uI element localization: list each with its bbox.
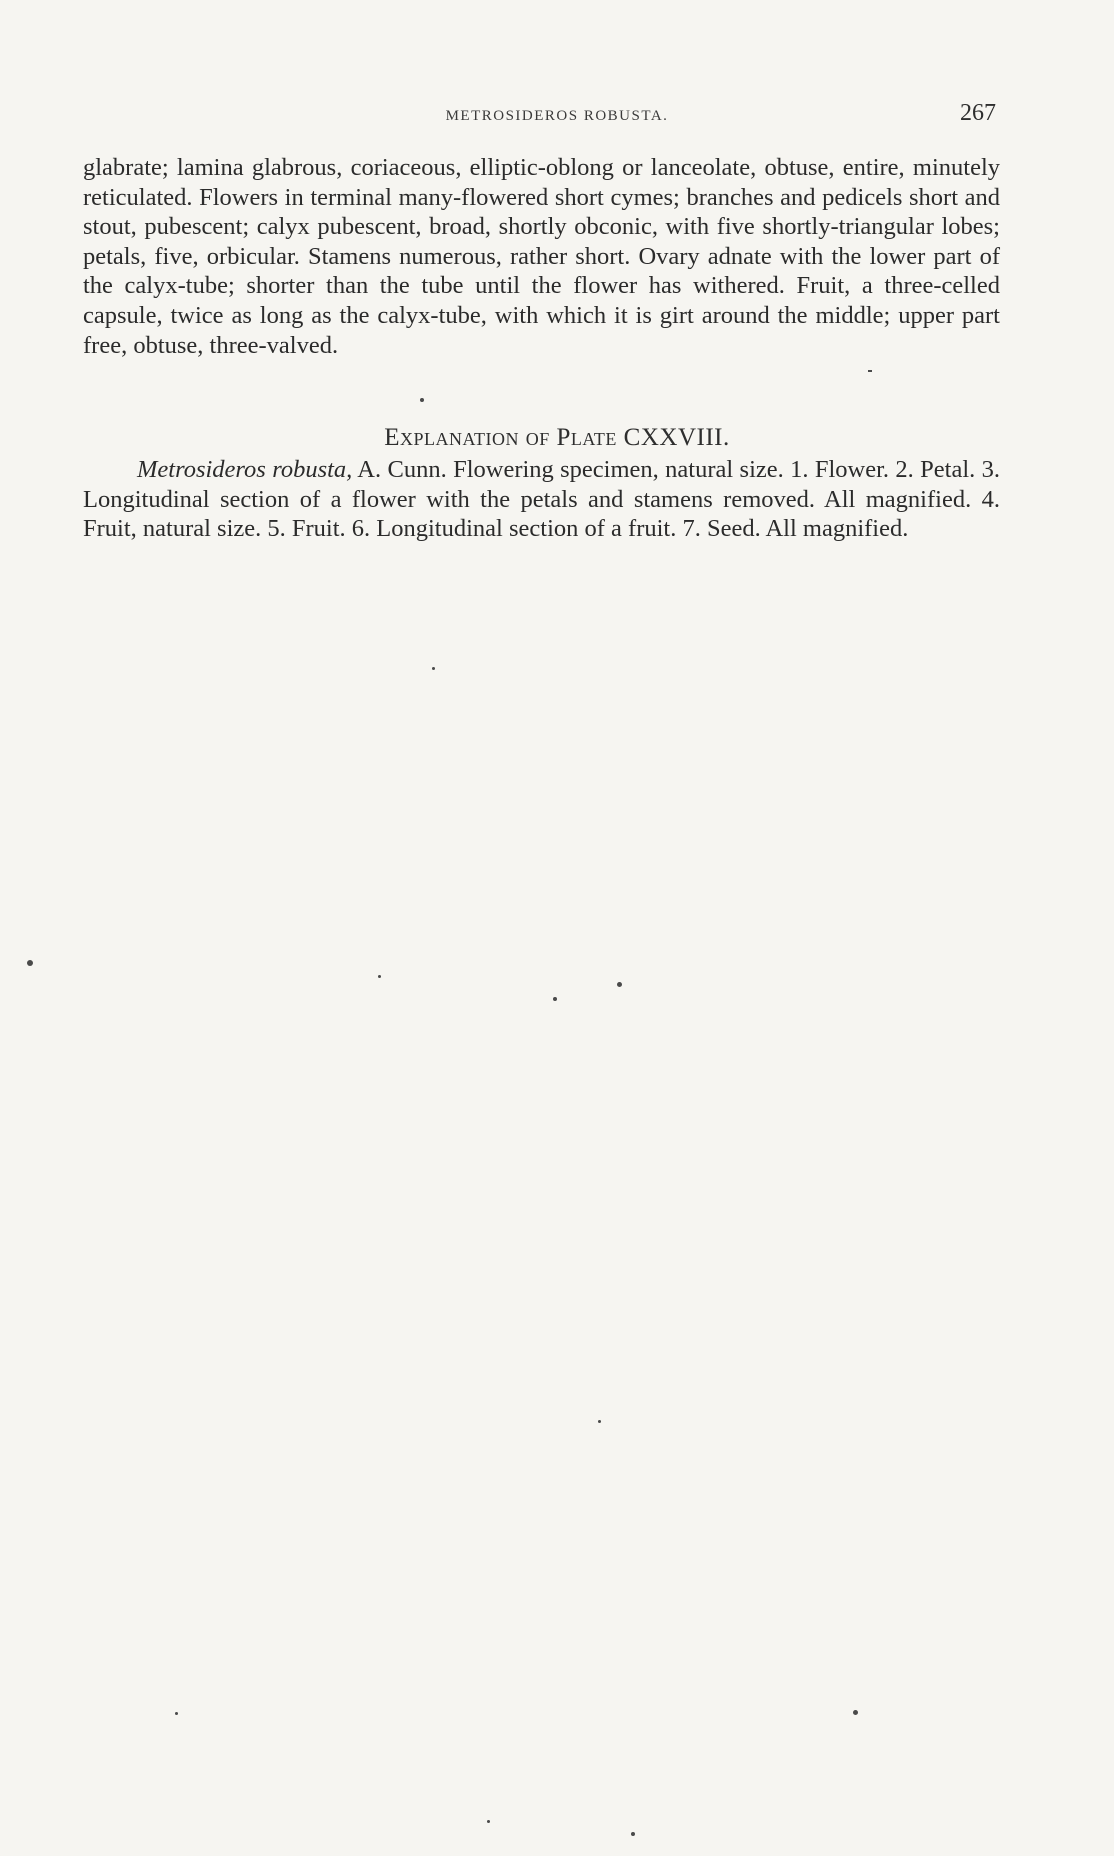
plate-explanation-paragraph xyxy=(83,455,1000,544)
scan-speck xyxy=(27,960,33,966)
scan-speck xyxy=(175,1712,178,1715)
scan-speck xyxy=(598,1420,601,1423)
scan-speck xyxy=(868,370,872,372)
plate-heading-text: Explanation of Plate CXXVIII. xyxy=(384,424,730,451)
scan-speck xyxy=(631,1832,635,1836)
scan-speck xyxy=(420,398,424,402)
running-head: METROSIDEROS ROBUSTA. xyxy=(445,108,669,124)
scan-speck xyxy=(487,1820,490,1823)
plate-explanation-text: A. Cunn. Flowering specimen, natural size. 1. Flower. 2. Petal. 3. Longitudinal section of a flower with the petals and stamens removed. All magnified. 4. Fruit, natural size. 5. Fruit. 6. Longitudinal section of a fruit. 7. Seed. All magnified. xyxy=(83,456,1000,543)
page-number: 267 xyxy=(960,100,996,126)
plate-explanation-heading xyxy=(0,424,1114,452)
scan-speck xyxy=(432,667,435,670)
scan-speck xyxy=(853,1710,858,1715)
species-name: Metrosideros robusta, xyxy=(137,456,353,483)
scan-speck xyxy=(617,982,622,987)
scan-speck xyxy=(378,975,381,978)
scan-speck xyxy=(553,997,557,1001)
species-description-paragraph: glabrate; lamina glabrous, coriaceous, elliptic-oblong or lanceolate, obtuse, entire, minutely reticulated. Flowers in terminal many-flowered short cymes; branches and pedicels short and stout, pubescent; calyx pubescent, broad, shortly obconic, with five shortly-triangular lobes; petals, five, orbicular. Stamens numerous, rather short. Ovary adnate with the lower part of the calyx-tube; shorter than the tube until the flower has withered. Fruit, a three-celled capsule, twice as long as the calyx-tube, with which it is girt around the middle; upper part free, obtuse, three-valved. xyxy=(83,154,1000,359)
